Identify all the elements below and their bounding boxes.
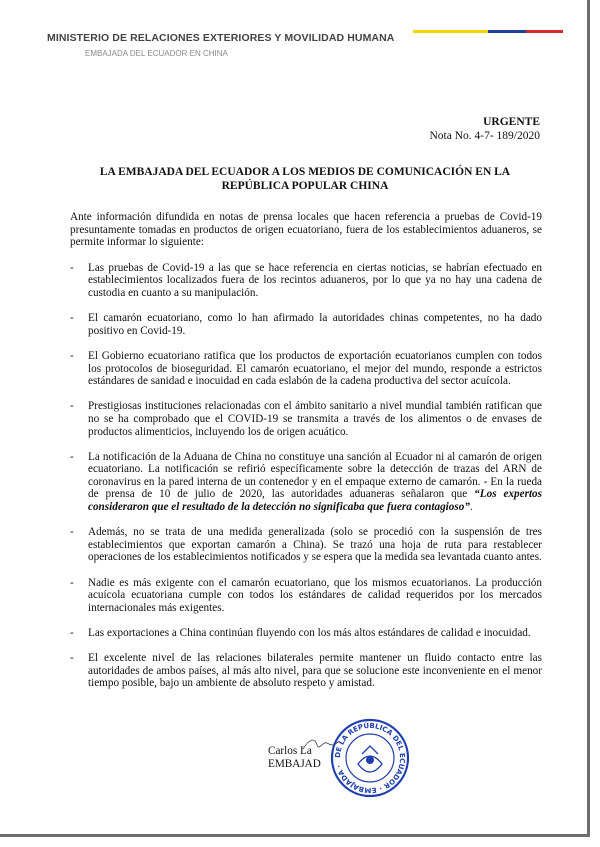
bullet-dash: -	[70, 576, 74, 589]
bullet-text: El camarón ecuatoriano, como lo han afirmado la autoridades chinas competentes, no ha dado positivo en Covid-19.	[88, 312, 542, 337]
bullet-item	[70, 451, 542, 514]
bullet-dash: -	[70, 450, 74, 463]
bullet-item	[70, 526, 542, 564]
bullet-list	[70, 262, 542, 690]
intro-paragraph: Ante información difundida en notas de prensa locales que hacen referencia a pruebas de Covid-19 presuntamente tomadas en productos de origen ecuatoriano, fuera de los establecimientos aduaneros, se permite informar lo siguiente:	[70, 211, 542, 249]
bullet-item	[70, 652, 542, 690]
bullet-item	[70, 312, 542, 337]
signature-block	[268, 745, 321, 771]
signatory-title: EMBAJAD	[268, 758, 321, 770]
embassy-name: EMBAJADA DEL ECUADOR EN CHINA	[85, 49, 228, 58]
bullet-text: Las pruebas de Covid-19 a las que se hace referencia en ciertas noticias, se habrían efectuado en establecimientos localizados fuera de los recintos aduaneros, por lo que ya no hay una cadena de custodia en cuanto a su manipulación.	[88, 261, 542, 299]
document-body	[70, 211, 542, 703]
bullet-item	[70, 400, 542, 438]
flag-stripe	[413, 30, 563, 33]
bullet-item	[70, 577, 542, 615]
bullet-text-end: .	[469, 501, 473, 514]
bullet-text: Prestigiosas instituciones relacionadas con el ámbito sanitario a nivel mundial también ratifican que no se ha comprobado que el COVID-19 se transmita a través de los alimentos o de envases de productos alimenticios, incluyendo los de origen acuático.	[88, 400, 542, 438]
bullet-item	[70, 627, 542, 640]
seal-text: DE LA REPÚBLICA DEL ECUADOR · EMBAJADA ·	[333, 721, 407, 795]
embassy-seal-icon	[330, 718, 410, 798]
bullet-dash: -	[70, 261, 74, 274]
bullet-dash: -	[70, 627, 74, 639]
ministry-name: MINISTERIO DE RELACIONES EXTERIORES Y MOVILIDAD HUMANA	[47, 32, 395, 44]
bullet-item	[70, 262, 542, 300]
bullet-dash: -	[70, 349, 74, 362]
letterhead	[47, 32, 567, 58]
document-headline: LA EMBAJADA DEL ECUADOR A LOS MEDIOS DE COMUNICACIÓN EN LA REPÚBLICA POPULAR CHINA	[99, 166, 511, 192]
flag-red	[526, 30, 564, 33]
flag-yellow	[413, 30, 488, 33]
urgent-label: URGENTE	[483, 116, 540, 128]
bullet-text: Además, no se trata de una medida generalizada (solo se procedió con la suspensión de tres establecimientos que exportan camarón a China). Se trazó una hoja de ruta para restablecer operaciones de los establecimientos notificados y se espera que la medida sea levantada cuanto antes.	[88, 526, 542, 564]
bullet-text: Nadie es más exigente con el camarón ecuatoriano, que los mismos ecuatorianos. La producción acuícola ecuatoriana cumple con todos los estándares de calidad requeridos por los mercados internacionales más exigentes.	[88, 576, 542, 614]
note-header	[429, 115, 540, 143]
flag-blue	[488, 30, 526, 33]
signatory-name: Carlos La	[268, 745, 312, 757]
bullet-item	[70, 350, 542, 388]
bullet-dash: -	[70, 312, 74, 325]
bullet-dash: -	[70, 652, 74, 665]
note-number: Nota No. 4-7- 189/2020	[429, 130, 540, 142]
bullet-text: Las exportaciones a China continúan fluyendo con los más altos estándares de calidad e inocuidad.	[88, 627, 531, 639]
bullet-text: La notificación de la Aduana de China no constituye una sanción al Ecuador ni al camarón de origen ecuatoriano. La notificación se refirió específicamente sobre la detección de trazas del ARN de coronavirus en la pared interna de un contenedor y en el empaque externo de camarón. - En la rueda de prensa de 10 de julio de 2020, las autoridades aduaneras señalaron que	[88, 450, 542, 501]
customs-quote: “Los expertos consideraron que el resultado de la detección no significaba que fuera contagioso”	[88, 488, 543, 514]
bullet-dash: -	[70, 526, 74, 539]
bullet-text: El excelente nivel de las relaciones bilaterales permite mantener un fluido contacto entre las autoridades de ambos países, al más alto nivel, para que se solucione este inconveniente en el menor tiempo posible, bajo un ambiente de absoluto respeto y amistad.	[88, 652, 542, 690]
bullet-text: El Gobierno ecuatoriano ratifica que los productos de exportación ecuatorianos cumplen con todos los protocolos de bioseguridad. El camarón ecuatoriano, el mejor del mundo, responde a estrictos estándares de sanidad e inocuidad en cada eslabón de la cadena productiva del sector acuícola.	[88, 349, 542, 388]
bullet-dash: -	[70, 400, 74, 413]
